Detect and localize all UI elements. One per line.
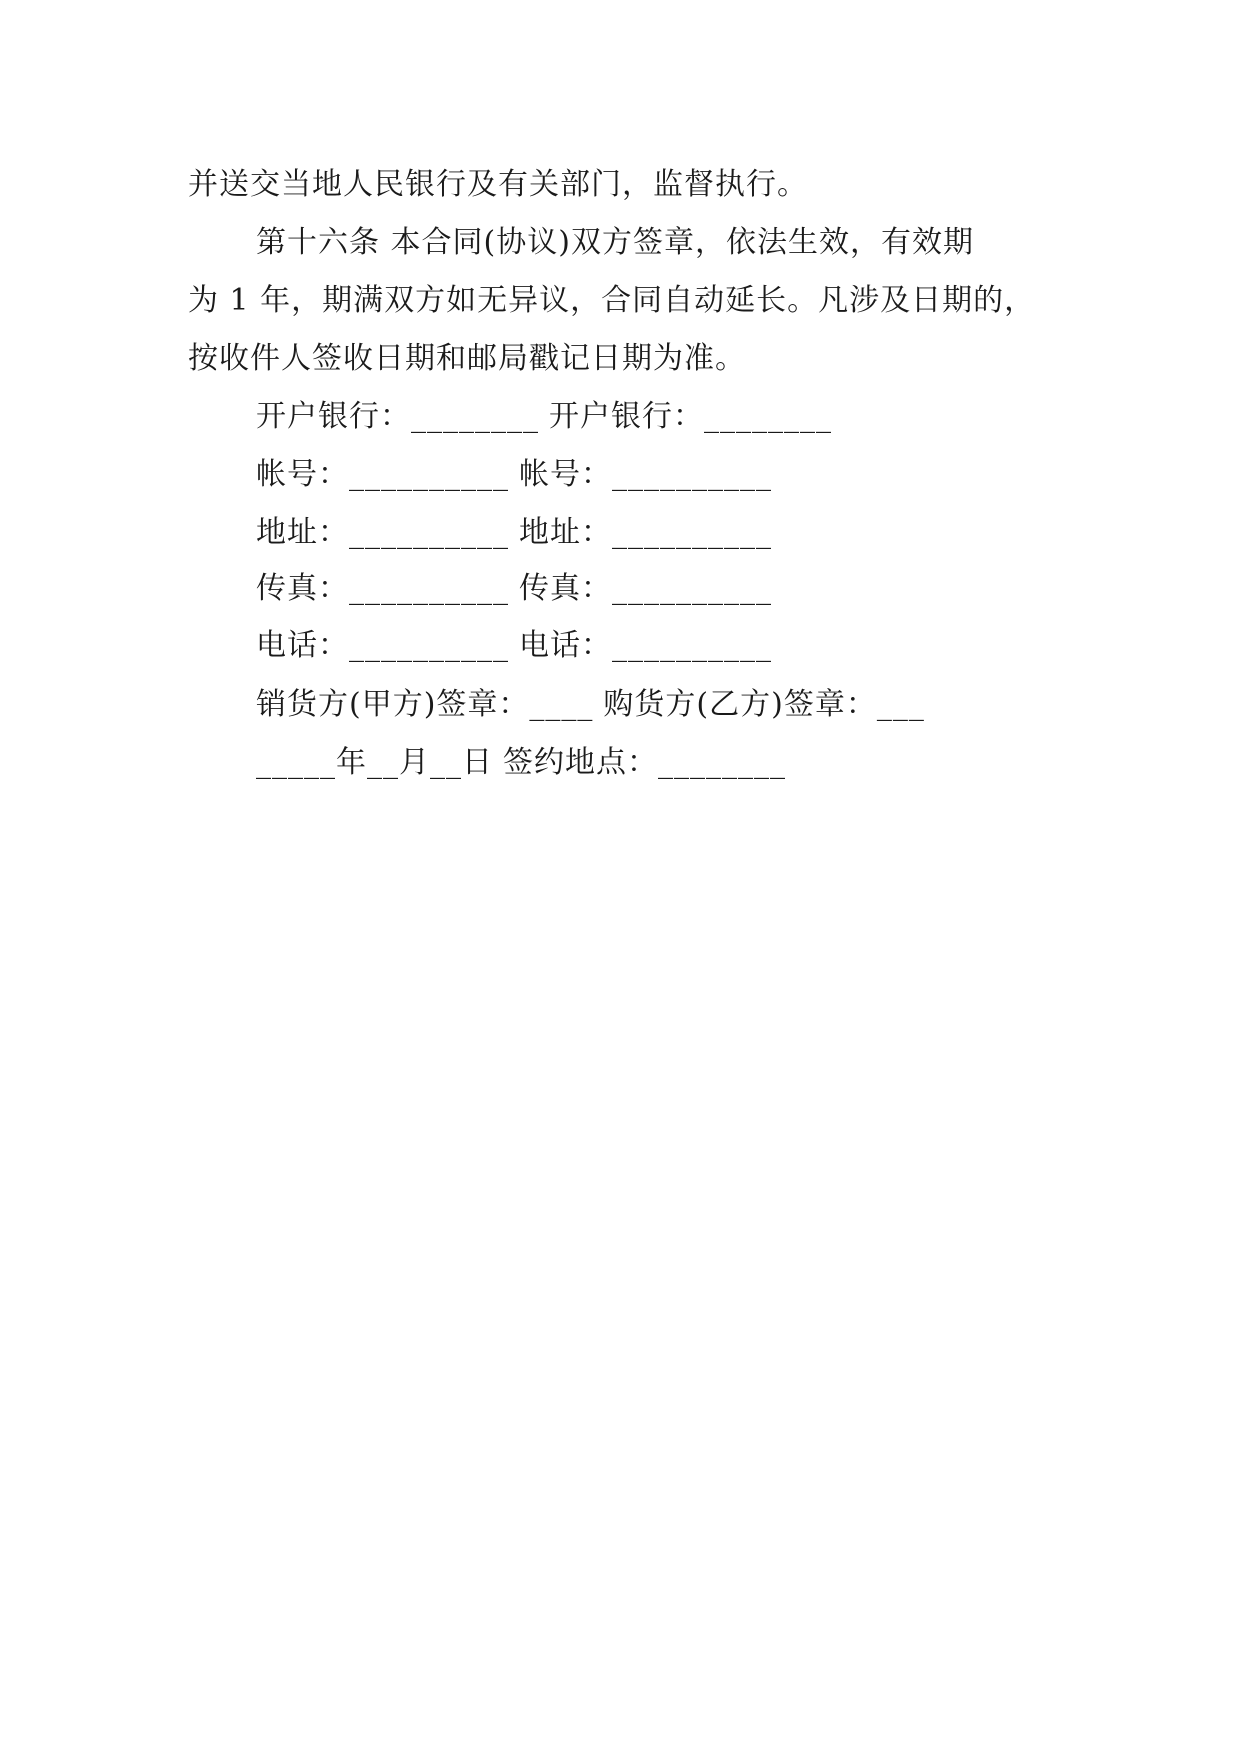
address-field-party-a: 地址：__________ [256,515,509,550]
signing-date-field: _____年__月__日 [256,745,493,780]
buyer-signature-field: 购货方(乙方)签章：___ [603,687,925,722]
article-16-line-1: 第十六条 本合同(协议)双方签章，依法生效，有效期 [256,225,974,260]
article-16-line-3: 按收件人签收日期和邮局戳记日期为准。 [188,341,746,376]
address-row [256,513,772,553]
account-field-party-b: 帐号：__________ [519,457,772,492]
fax-row [256,569,772,609]
fax-field-party-b: 传真：__________ [519,571,772,606]
date-place-row [256,743,786,783]
seller-signature-field: 销货方(甲方)签章：____ [256,687,594,722]
article-16-line-2: 为 1 年，期满双方如无异议，合同自动延长。凡涉及日期的， [188,283,1036,318]
phone-row [256,626,772,666]
signing-place-field: 签约地点：________ [503,745,786,780]
bank-row [256,397,832,437]
bank-field-party-a: 开户银行：________ [256,399,539,434]
fax-field-party-a: 传真：__________ [256,571,509,606]
paragraph-end-text: 并送交当地人民银行及有关部门，监督执行。 [188,167,808,202]
phone-field-party-b: 电话：__________ [519,628,772,663]
address-field-party-b: 地址：__________ [519,515,772,550]
phone-field-party-a: 电话：__________ [256,628,509,663]
account-field-party-a: 帐号：__________ [256,457,509,492]
signature-row [256,685,925,725]
account-row [256,455,772,495]
bank-field-party-b: 开户银行：________ [549,399,832,434]
